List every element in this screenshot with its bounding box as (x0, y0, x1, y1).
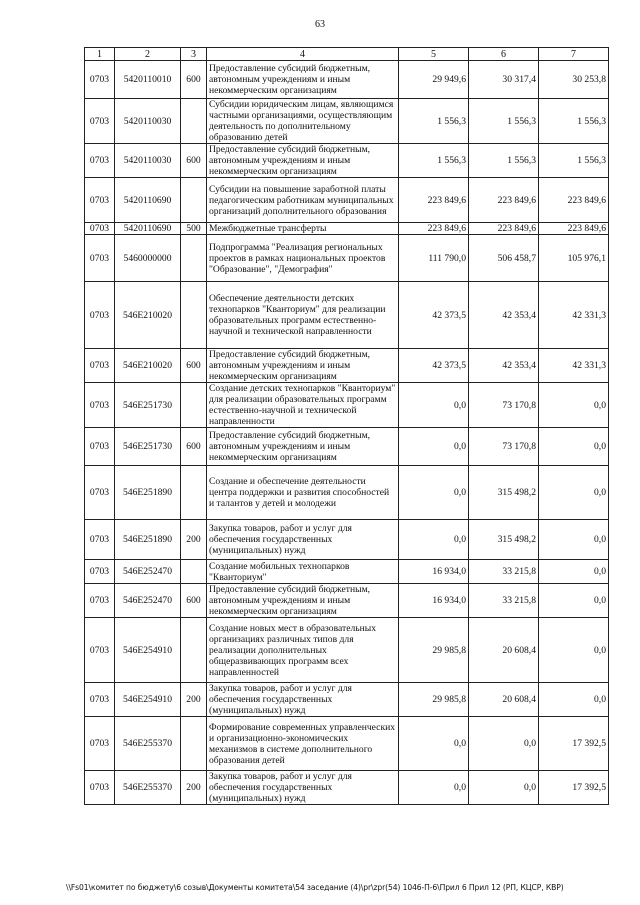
table-row (85, 520, 609, 560)
target-code-cell: 546E252470 (115, 584, 181, 618)
item-name-cell: Создание и обеспечение деятельности центра поддержки и развития способностей и талантов у детей и молодежи (207, 466, 399, 520)
column-header: 6 (469, 48, 539, 61)
table-row (85, 466, 609, 520)
target-code-cell: 546E210020 (115, 349, 181, 383)
amount-col6-cell: 315 498,2 (469, 520, 539, 560)
amount-col6-cell: 223 849,6 (469, 178, 539, 223)
section-cell: 0703 (85, 560, 115, 584)
item-name-cell: Межбюджетные трансферты (207, 223, 399, 235)
table-row (85, 349, 609, 383)
target-code-cell: 546E251890 (115, 466, 181, 520)
table-row (85, 584, 609, 618)
target-code-cell: 5420110030 (115, 144, 181, 178)
amount-col7-cell: 0,0 (539, 520, 609, 560)
section-cell: 0703 (85, 235, 115, 282)
table-row (85, 144, 609, 178)
item-name-cell: Предоставление субсидий бюджетным, автономным учреждениям и иным некоммерческим организациям (207, 61, 399, 99)
amount-col5-cell: 16 934,0 (399, 584, 469, 618)
table-row (85, 683, 609, 717)
amount-col7-cell: 17 392,5 (539, 717, 609, 771)
amount-col7-cell: 0,0 (539, 560, 609, 584)
amount-col7-cell: 0,0 (539, 466, 609, 520)
amount-col6-cell: 1 556,3 (469, 99, 539, 144)
amount-col7-cell: 0,0 (539, 584, 609, 618)
item-name-cell: Закупка товаров, работ и услуг для обеспечения государственных (муниципальных) нужд (207, 520, 399, 560)
target-code-cell: 546E251730 (115, 383, 181, 428)
amount-col5-cell: 42 373,5 (399, 349, 469, 383)
amount-col6-cell: 0,0 (469, 717, 539, 771)
column-header: 1 (85, 48, 115, 61)
target-code-cell: 546E251890 (115, 520, 181, 560)
amount-col5-cell: 29 985,8 (399, 683, 469, 717)
table-row (85, 771, 609, 805)
amount-col6-cell: 1 556,3 (469, 144, 539, 178)
amount-col5-cell: 16 934,0 (399, 560, 469, 584)
amount-col6-cell: 20 608,4 (469, 683, 539, 717)
amount-col7-cell: 42 331,3 (539, 282, 609, 349)
amount-col5-cell: 29 949,6 (399, 61, 469, 99)
expense-type-cell: 600 (181, 61, 207, 99)
expense-type-cell (181, 99, 207, 144)
target-code-cell: 5460000000 (115, 235, 181, 282)
section-cell: 0703 (85, 771, 115, 805)
item-name-cell: Создание новых мест в образовательных организациях различных типов для реализации дополнительных общеразвивающих программ всех направленностей (207, 618, 399, 683)
item-name-cell: Субсидии на повышение заработной платы педагогическим работникам муниципальных организаций дополнительного образования (207, 178, 399, 223)
expense-type-cell (181, 618, 207, 683)
amount-col7-cell: 0,0 (539, 618, 609, 683)
section-cell: 0703 (85, 99, 115, 144)
amount-col7-cell: 0,0 (539, 428, 609, 466)
section-cell: 0703 (85, 466, 115, 520)
amount-col5-cell: 29 985,8 (399, 618, 469, 683)
table-row (85, 282, 609, 349)
amount-col6-cell: 30 317,4 (469, 61, 539, 99)
amount-col7-cell: 42 331,3 (539, 349, 609, 383)
target-code-cell: 5420110030 (115, 99, 181, 144)
table-row (85, 383, 609, 428)
section-cell: 0703 (85, 428, 115, 466)
column-header: 3 (181, 48, 207, 61)
section-cell: 0703 (85, 282, 115, 349)
item-name-cell: Создание детских технопарков "Кванториум" для реализации образовательных программ естественно-научной и технической направленности (207, 383, 399, 428)
table-row (85, 223, 609, 235)
target-code-cell: 546E252470 (115, 560, 181, 584)
amount-col7-cell: 17 392,5 (539, 771, 609, 805)
amount-col6-cell: 73 170,8 (469, 428, 539, 466)
amount-col7-cell: 105 976,1 (539, 235, 609, 282)
section-cell: 0703 (85, 520, 115, 560)
amount-col7-cell: 30 253,8 (539, 61, 609, 99)
amount-col5-cell: 0,0 (399, 520, 469, 560)
item-name-cell: Предоставление субсидий бюджетным, автономным учреждениям и иным некоммерческим организациям (207, 584, 399, 618)
amount-col6-cell: 73 170,8 (469, 383, 539, 428)
amount-col5-cell: 0,0 (399, 466, 469, 520)
table-header-row (85, 48, 609, 61)
target-code-cell: 5420110690 (115, 178, 181, 223)
table-row (85, 717, 609, 771)
amount-col7-cell: 223 849,6 (539, 223, 609, 235)
amount-col5-cell: 111 790,0 (399, 235, 469, 282)
amount-col7-cell: 0,0 (539, 383, 609, 428)
amount-col5-cell: 223 849,6 (399, 178, 469, 223)
amount-col6-cell: 315 498,2 (469, 466, 539, 520)
amount-col7-cell: 1 556,3 (539, 99, 609, 144)
target-code-cell: 546E255370 (115, 717, 181, 771)
table-row (85, 61, 609, 99)
item-name-cell: Формирование современных управленческих и организационно-экономических механизмов в системе дополнительного образования детей (207, 717, 399, 771)
expense-type-cell (181, 466, 207, 520)
section-cell: 0703 (85, 349, 115, 383)
amount-col5-cell: 1 556,3 (399, 99, 469, 144)
item-name-cell: Предоставление субсидий бюджетным, автономным учреждениям и иным некоммерческим организациям (207, 428, 399, 466)
amount-col5-cell: 223 849,6 (399, 223, 469, 235)
item-name-cell: Предоставление субсидий бюджетным, автономным учреждениям и иным некоммерческим организациям (207, 349, 399, 383)
section-cell: 0703 (85, 717, 115, 771)
item-name-cell: Закупка товаров, работ и услуг для обеспечения государственных (муниципальных) нужд (207, 683, 399, 717)
expense-type-cell (181, 282, 207, 349)
table-row (85, 178, 609, 223)
expense-type-cell (181, 560, 207, 584)
table-row (85, 99, 609, 144)
file-path-footer: \\Fs01\комитет по бюджету\6 созыв\Документы комитета\54 заседание (4)\pr\zpr(54) 1046-П-6\Прил 6 Прил 12 (РП, КЦСР, КВР) (66, 883, 564, 892)
amount-col6-cell: 223 849,6 (469, 223, 539, 235)
expense-type-cell (181, 178, 207, 223)
section-cell: 0703 (85, 144, 115, 178)
item-name-cell: Создание мобильных технопарков "Кванториум" (207, 560, 399, 584)
column-header: 7 (539, 48, 609, 61)
section-cell: 0703 (85, 584, 115, 618)
item-name-cell: Подпрограмма "Реализация региональных проектов в рамках национальных проектов "Образование", "Демография" (207, 235, 399, 282)
amount-col6-cell: 506 458,7 (469, 235, 539, 282)
section-cell: 0703 (85, 61, 115, 99)
expense-type-cell: 600 (181, 584, 207, 618)
column-header: 5 (399, 48, 469, 61)
section-cell: 0703 (85, 618, 115, 683)
expense-type-cell: 600 (181, 144, 207, 178)
target-code-cell: 546E254910 (115, 683, 181, 717)
amount-col7-cell: 0,0 (539, 683, 609, 717)
amount-col5-cell: 0,0 (399, 771, 469, 805)
budget-table (84, 47, 609, 805)
amount-col7-cell: 223 849,6 (539, 178, 609, 223)
expense-type-cell: 200 (181, 520, 207, 560)
expense-type-cell: 500 (181, 223, 207, 235)
item-name-cell: Субсидии юридическим лицам, являющимся частными организациями, осуществляющим деятельность по дополнительному образованию детей (207, 99, 399, 144)
target-code-cell: 546E210020 (115, 282, 181, 349)
amount-col6-cell: 20 608,4 (469, 618, 539, 683)
table-row (85, 618, 609, 683)
item-name-cell: Предоставление субсидий бюджетным, автономным учреждениям и иным некоммерческим организациям (207, 144, 399, 178)
item-name-cell: Обеспечение деятельности детских технопарков "Кванториум" для реализации образовательных программ естественно-научной и технической направленности (207, 282, 399, 349)
target-code-cell: 546E251730 (115, 428, 181, 466)
target-code-cell: 5420110010 (115, 61, 181, 99)
column-header: 2 (115, 48, 181, 61)
amount-col6-cell: 33 215,8 (469, 560, 539, 584)
item-name-cell: Закупка товаров, работ и услуг для обеспечения государственных (муниципальных) нужд (207, 771, 399, 805)
target-code-cell: 546E254910 (115, 618, 181, 683)
amount-col5-cell: 42 373,5 (399, 282, 469, 349)
section-cell: 0703 (85, 178, 115, 223)
amount-col5-cell: 0,0 (399, 717, 469, 771)
target-code-cell: 546E255370 (115, 771, 181, 805)
table-row (85, 560, 609, 584)
target-code-cell: 5420110690 (115, 223, 181, 235)
expense-type-cell (181, 235, 207, 282)
page-number: 63 (315, 19, 325, 30)
section-cell: 0703 (85, 223, 115, 235)
table-row (85, 235, 609, 282)
amount-col6-cell: 42 353,4 (469, 282, 539, 349)
amount-col5-cell: 1 556,3 (399, 144, 469, 178)
expense-type-cell: 600 (181, 349, 207, 383)
expense-type-cell (181, 383, 207, 428)
amount-col6-cell: 42 353,4 (469, 349, 539, 383)
amount-col7-cell: 1 556,3 (539, 144, 609, 178)
table-body (85, 61, 609, 805)
expense-type-cell (181, 717, 207, 771)
expense-type-cell: 200 (181, 683, 207, 717)
amount-col6-cell: 0,0 (469, 771, 539, 805)
expense-type-cell: 200 (181, 771, 207, 805)
amount-col5-cell: 0,0 (399, 428, 469, 466)
amount-col5-cell: 0,0 (399, 383, 469, 428)
amount-col6-cell: 33 215,8 (469, 584, 539, 618)
section-cell: 0703 (85, 383, 115, 428)
section-cell: 0703 (85, 683, 115, 717)
column-header: 4 (207, 48, 399, 61)
expense-type-cell: 600 (181, 428, 207, 466)
table-row (85, 428, 609, 466)
